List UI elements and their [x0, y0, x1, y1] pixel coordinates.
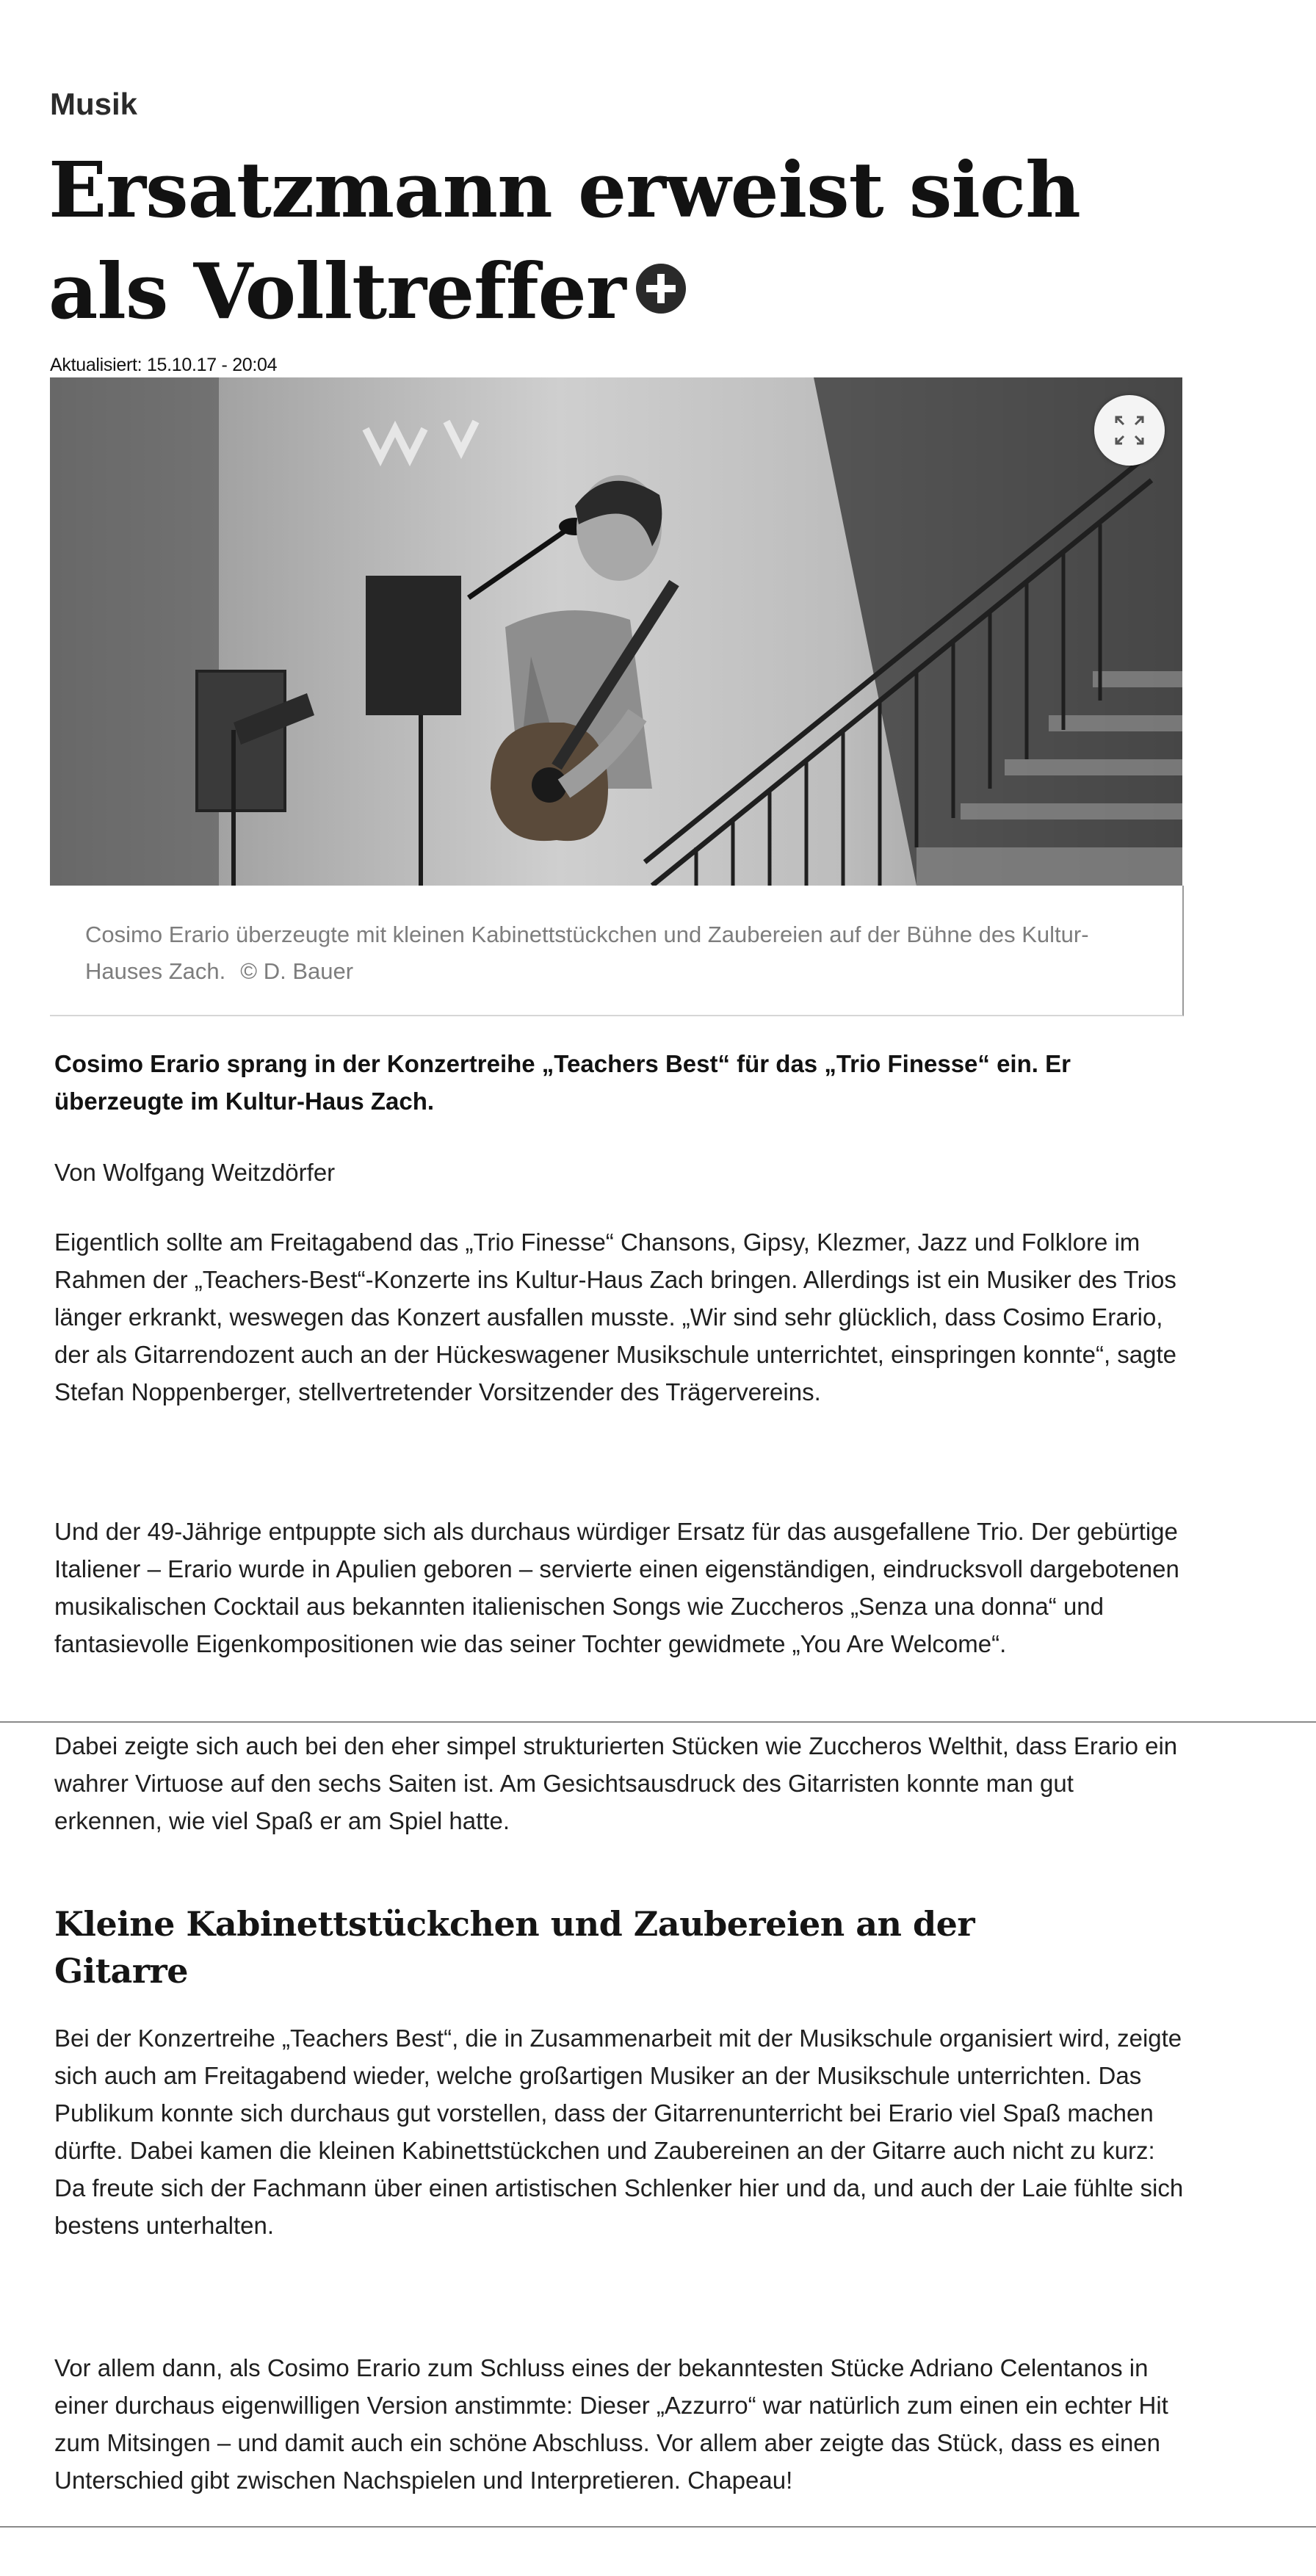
caption-box: [50, 886, 1184, 1016]
body-paragraph-5: Vor allem dann, als Cosimo Erario zum Schluss eines der bekanntesten Stücke Adriano Celentanos in einer durchaus eigenwilligen Version anstimmte: Dieser „Azzurro“ war natürlich zum einen ein echter Hit zum Mitsingen – und damit auch ein schöne Abschluss. Vor allem aber zeigte das Stück, dass es einen Unterschied gibt zwischen Nachspielen und Interpretieren. Chapeau!: [54, 2354, 1168, 2494]
byline: Von Wolfgang Weitzdörfer: [54, 1159, 336, 1186]
subheading: Kleine Kabinettstückchen und Zaubereien an der Gitarre: [54, 1904, 975, 1991]
body-paragraph-2: Und der 49-Jährige entpuppte sich als durchaus würdiger Ersatz für das ausgefallene Trio. Der gebürtige Italiener – Erario wurde in Apulien geboren – servierte einen eigenständigen, eindrucksvoll dargebotenen musikalischen Cocktail aus bekannten italienischen Songs wie Zuccheros „Senza una donna“ und fantasievolle Eigenkompositionen wie das seiner Tochter gewidmete „You Are Welcome“.: [54, 1518, 1179, 1657]
photo-credit: © D. Bauer: [240, 958, 354, 984]
headline: [48, 140, 1194, 342]
body-paragraph-3: Dabei zeigte sich auch bei den eher simpel strukturierten Stücken wie Zuccheros Welthit, dass Erario ein wahrer Virtuose auf den sechs Saiten ist. Am Gesichtsausdruck des Gitarristen konnte man gut erkennen, wie viel Spaß er am Spiel hatte.: [54, 1732, 1178, 1834]
scan-fold-line: [0, 1721, 1316, 1723]
expand-button[interactable]: [1094, 395, 1165, 466]
plus-icon[interactable]: [636, 264, 686, 314]
body-paragraph-1: Eigentlich sollte am Freitagabend das „Trio Finesse“ Chansons, Gipsy, Klezmer, Jazz und Folklore im Rahmen der „Teachers-Best“-Konzerte ins Kultur-Haus Zach bringen. Allerdings ist ein Musiker des Trios länger erkrankt, weswegen das Konzert ausfallen musste. „Wir sind sehr glücklich, dass Cosimo Erario, der als Gitarrendozent auch an der Hückeswagener Musikschule unterrichtet, einspringen konnte“, sagte Stefan Noppenberger, stellvertretender Vorsitzender des Trägervereins.: [54, 1229, 1177, 1405]
image-caption: [85, 916, 1143, 990]
body-paragraph-4: Bei der Konzertreihe „Teachers Best“, die in Zusammenarbeit mit der Musikschule organisiert wird, zeigte sich auch am Freitagabend wieder, welche großartigen Musiker an der Musikschule unterrichten. Das Publikum konnte sich durchaus gut vorstellen, dass der Gitarrenunterricht bei Erario viel Spaß machen dürfte. Dabei kamen die kleinen Kabinettstückchen und Zaubereinen an der Gitarre auch nicht zu kurz: Da freute sich der Fachmann über einen artistischen Schlenker hier und da, und auch der Laie fühlte sich bestens unterhalten.: [54, 2025, 1184, 2239]
updated-timestamp: Aktualisiert: 15.10.17 - 20:04: [50, 355, 278, 375]
headline-text: Ersatzmann erweist sich als Volltreffer: [48, 145, 1080, 336]
kicker: Musik: [50, 87, 138, 121]
lead-paragraph: Cosimo Erario sprang in der Konzertreihe „Teachers Best“ für das „Trio Finesse“ ein. Er überzeugte im Kultur-Haus Zach.: [54, 1050, 1071, 1115]
expand-icon: [1094, 395, 1165, 466]
caption-text: Cosimo Erario überzeugte mit kleinen Kabinettstückchen und Zaubereien auf der Bühne des Kultur-Hauses Zach.: [85, 922, 1089, 984]
scan-bottom-line: [0, 2526, 1316, 2528]
article-photo: [50, 377, 1182, 886]
